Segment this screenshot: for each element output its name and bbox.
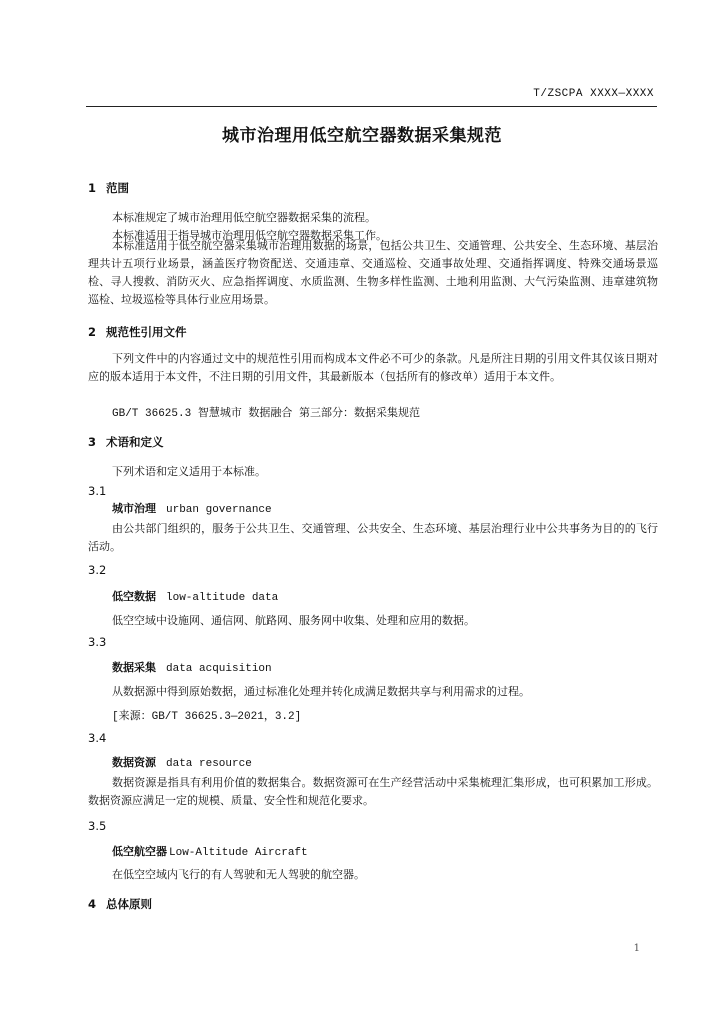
- term-heading: [112, 659, 272, 675]
- term-english: urban governance: [166, 504, 272, 516]
- section-title: 范围: [106, 181, 129, 195]
- section-number: 3: [88, 435, 97, 449]
- term-number: 3.3: [88, 635, 107, 649]
- section-number: 1: [88, 181, 97, 195]
- term-definition: 由公共部门组织的，服务于公共卫生、交通管理、公共安全、生态环境、基层治理行业中公共事务为目的的飞行活动。: [88, 522, 658, 553]
- section-2-heading: [88, 324, 187, 340]
- term-english: low-altitude data: [166, 592, 279, 604]
- term-chinese: 低空数据: [112, 590, 156, 603]
- section-3-heading: [88, 434, 164, 450]
- term-definition: 低空空域中设施网、通信网、航路网、服务网中收集、处理和应用的数据。: [112, 614, 475, 627]
- term-number: 3.1: [88, 484, 107, 498]
- header-rule: [86, 106, 657, 107]
- scope-paragraph-3: 本标准适用于低空航空器采集城市治理用数据的场景，包括公共卫生、交通管理、公共安全、生态环境、基层治理共计五项行业场景，涵盖医疗物资配送、交通违章、交通巡检、交通事故处理、交通指挥调度、特殊交通场景巡检、寻人搜救、消防灭火、应急指挥调度、水质监测、生物多样性监测、土地利用监测、大气污染监测、违章建筑物巡检、垃圾巡检等具体行业应用场景。: [88, 239, 658, 306]
- term-number: 3.4: [88, 731, 107, 745]
- document-title: 城市治理用低空航空器数据采集规范: [222, 126, 502, 146]
- term-chinese: 城市治理: [112, 502, 156, 515]
- page-number: 1: [633, 943, 640, 954]
- term-source: [来源：GB/T 36625.3—2021，3.2]: [112, 711, 302, 723]
- term-heading: [112, 843, 308, 859]
- term-heading: [112, 500, 272, 516]
- terms-intro: 下列术语和定义适用于本标准。: [112, 465, 266, 478]
- normative-paragraph: 下列文件中的内容通过文中的规范性引用而构成本文件必不可少的条款。凡是所注日期的引用文件其仅该日期对应的版本适用于本文件，不注日期的引用文件，其最新版本（包括所有的修改单）适用于本文件。: [88, 352, 658, 383]
- term-english: Low-Altitude Aircraft: [169, 847, 308, 859]
- section-number: 2: [88, 325, 97, 339]
- scope-paragraph-2: 本标准适用于指导城市治理用低空航空器数据采集工作。: [112, 229, 387, 242]
- section-title: 术语和定义: [106, 435, 164, 449]
- term-definition: 从数据源中得到原始数据，通过标准化处理并转化成满足数据共享与利用需求的过程。: [112, 685, 530, 698]
- section-title: 总体原则: [106, 897, 152, 911]
- term-english: data acquisition: [166, 663, 272, 675]
- term-definition: 数据资源是指具有利用价值的数据集合。数据资源可在生产经营活动中采集梳理汇集形成，也可积累加工形成。数据资源应满足一定的规模、质量、安全性和规范化要求。: [88, 776, 658, 807]
- normative-reference: GB/T 36625.3 智慧城市 数据融合 第三部分：数据采集规范: [112, 408, 421, 420]
- term-chinese: 低空航空器: [112, 845, 167, 858]
- term-english: data resource: [166, 758, 252, 770]
- term-number: 3.2: [88, 563, 107, 577]
- term-chinese: 数据采集: [112, 661, 156, 674]
- term-chinese: 数据资源: [112, 756, 156, 769]
- term-heading: [112, 588, 278, 604]
- section-number: 4: [88, 897, 97, 911]
- section-title: 规范性引用文件: [106, 325, 187, 339]
- section-4-heading: [88, 896, 152, 912]
- scope-paragraph-1: 本标准规定了城市治理用低空航空器数据采集的流程。: [112, 211, 376, 224]
- standard-code: T/ZSCPA XXXX—XXXX: [533, 88, 654, 100]
- term-heading: [112, 754, 252, 770]
- term-definition: 在低空空域内飞行的有人驾驶和无人驾驶的航空器。: [112, 868, 365, 881]
- term-number: 3.5: [88, 819, 107, 833]
- section-1-heading: [88, 180, 129, 196]
